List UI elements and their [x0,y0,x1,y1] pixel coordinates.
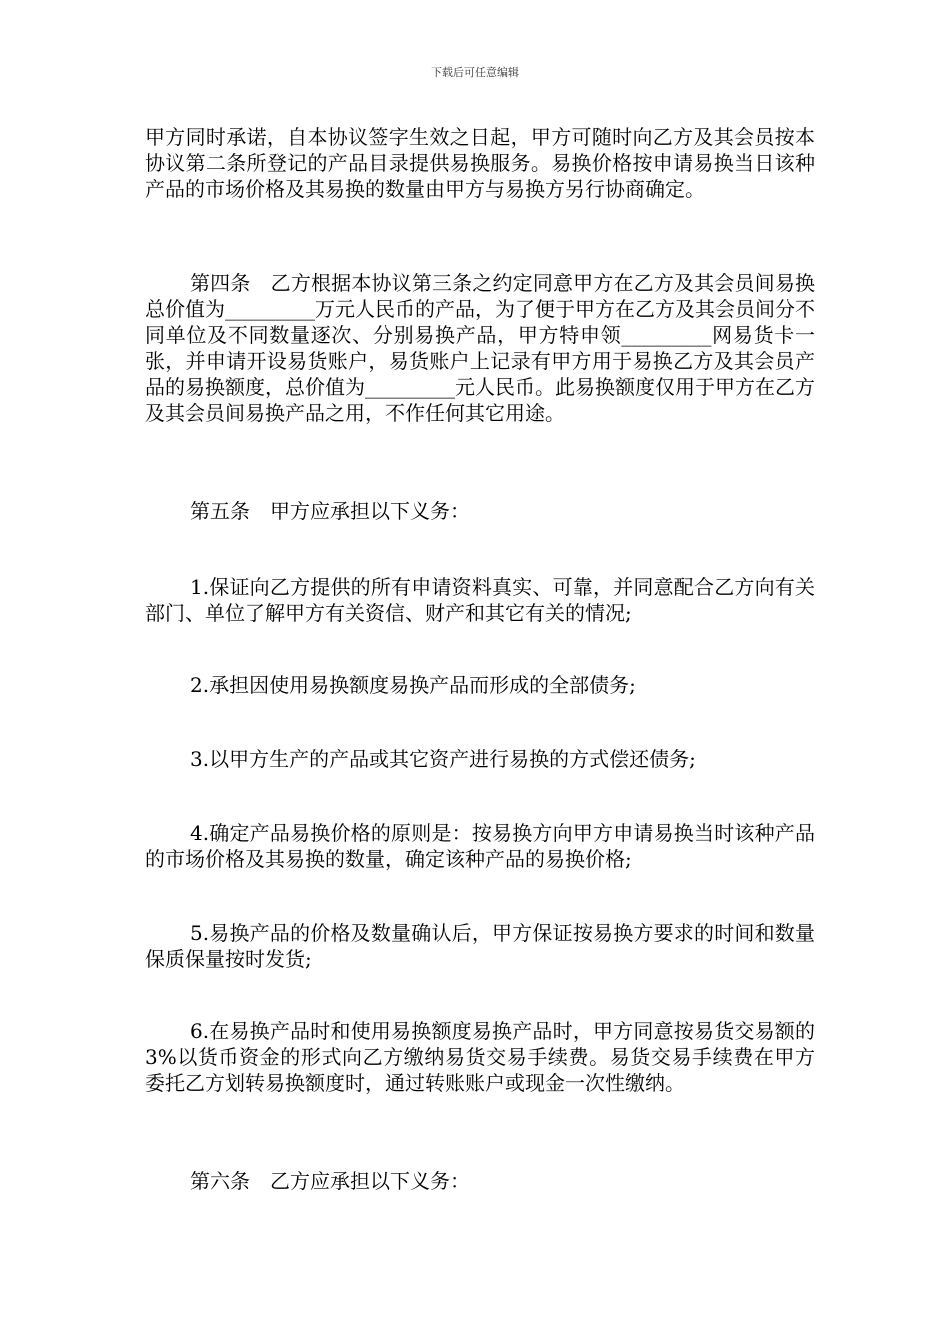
obligation-item-6: 6.在易换产品时和使用易换额度易换产品时，甲方同意按易货交易额的3%以货币资金的形式向乙方缴纳易货交易手续费。易货交易手续费在甲方委托乙方划转易换额度时，通过转账账户或现金一次性缴纳。 [145,1019,815,1095]
article-6-text: 乙方应承担以下义务： [270,1169,470,1193]
obligation-item-1: 1.保证向乙方提供的所有申请资料真实、可靠，并同意配合乙方向有关部门、单位了解甲方有关资信、财产和其它有关的情况; [145,575,815,625]
article-4-text: 乙方根据本协议第三条之约定同意甲方在乙方及其会员间易换总价值为_________万元人民币的产品，为了便于甲方在乙方及其会员间分不同单位及不同数量逐次、分别易换产品，甲方特申领_________网易货卡一张，并申请开设易货账户，易货账户上记录有甲方用于易换乙方及其会员产品的易换额度，总价值为_________元人民币。此易换额度仅用于甲方在乙方及其会员间易换产品之用，不作任何其它用途。 [145,271,815,425]
article-5-text: 甲方应承担以下义务： [270,499,470,523]
paragraph-commitment: 甲方同时承诺，自本协议签字生效之日起，甲方可随时向乙方及其会员按本协议第二条所登记的产品目录提供易换服务。易换价格按申请易换当日该种产品的市场价格及其易换的数量由甲方与易换方另行协商确定。 [145,125,815,201]
article-4-title: 第四条 [190,271,251,295]
obligation-item-3: 3.以甲方生产的产品或其它资产进行易换的方式偿还债务; [190,747,696,771]
obligation-item-4: 4.确定产品易换价格的原则是：按易换方向甲方申请易换当时该种产品的市场价格及其易换的数量，确定该种产品的易换价格; [145,821,815,871]
obligation-item-2: 2.承担因使用易换额度易换产品而形成的全部债务; [190,673,636,697]
article-6 [145,1168,815,1194]
article-5-title: 第五条 [190,499,250,523]
article-6-title: 第六条 [190,1169,250,1193]
page-header: 下载后可任意编辑 [431,66,519,79]
article-4 [145,270,815,426]
article-5 [145,498,815,524]
obligation-item-5: 5.易换产品的价格及数量确认后，甲方保证按易换方要求的时间和数量保质保量按时发货; [145,921,815,971]
